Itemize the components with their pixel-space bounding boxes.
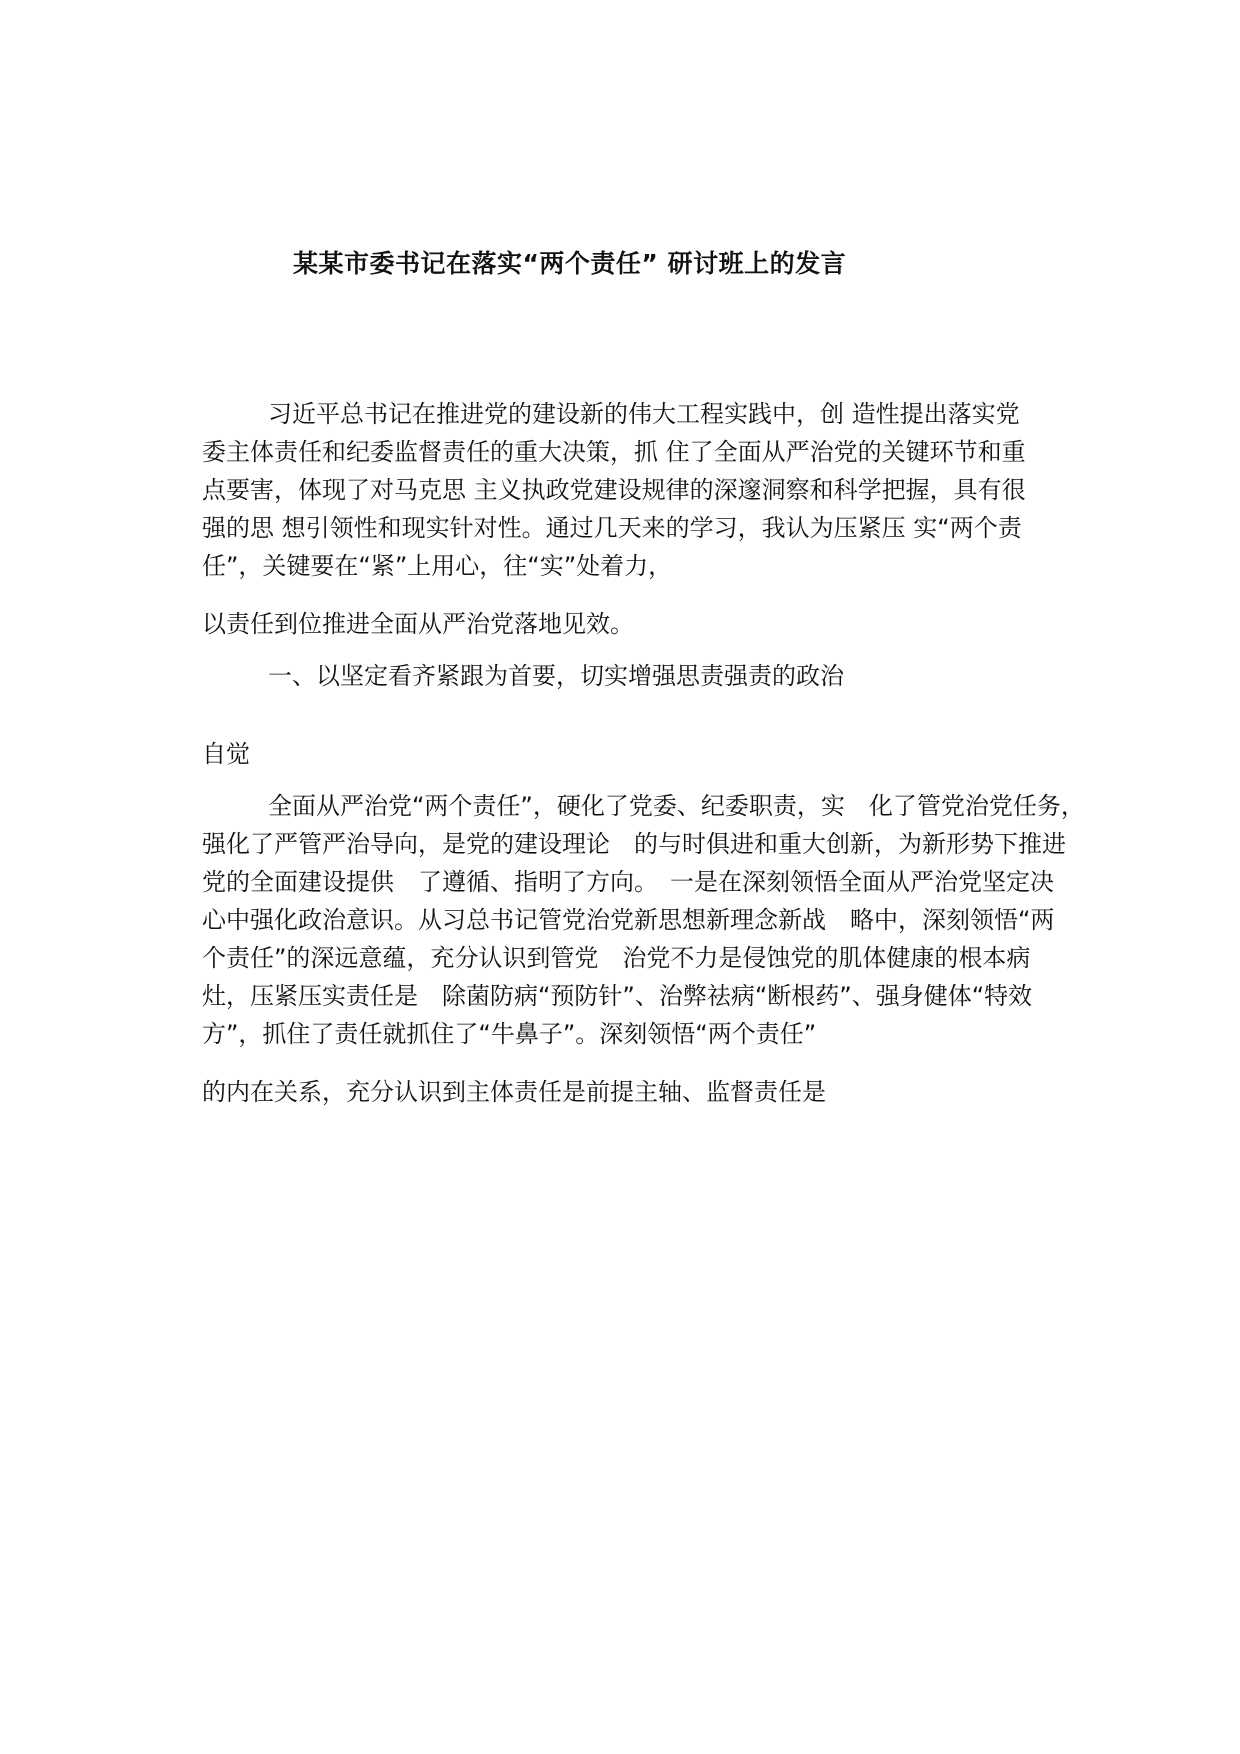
paragraph-3-line-5: 个责任”的深远意蕴，充分认识到管党 治党不力是侵蚀党的肌体健康的根本病	[202, 944, 1031, 972]
paragraph-1-line-1: 习近平总书记在推进党的建设新的伟大工程实践中，创 造性提出落实党	[268, 400, 1020, 428]
section-heading-1-line-2: 自觉	[202, 740, 250, 768]
paragraph-3-line-7: 方”，抓住了责任就抓住了“牛鼻子”。深刻领悟“两个责任”	[202, 1020, 817, 1048]
paragraph-1-line-2: 委主体责任和纪委监督责任的重大决策，抓 住了全面从严治党的关键环节和重	[202, 438, 1026, 466]
paragraph-3-line-1: 全面从严治党“两个责任”，硬化了党委、纪委职责，实 化了管党治党任务，	[268, 792, 1085, 820]
paragraph-1-line-3: 点要害，体现了对马克思 主义执政党建设规律的深邃洞察和科学把握，具有很	[202, 476, 1026, 504]
paragraph-4-line-1: 的内在关系，充分认识到主体责任是前提主轴、监督责任是	[202, 1078, 826, 1106]
paragraph-1-line-5: 任”，关键要在“紧”上用心，往“实”处着力，	[202, 552, 673, 580]
document-title: 某某市委书记在落实“两个责任” 研讨班上的发言	[293, 249, 847, 278]
paragraph-3-line-3: 党的全面建设提供 了遵循、指明了方向。 一是在深刻领悟全面从严治党坚定决	[202, 868, 1054, 896]
paragraph-3-line-2: 强化了严管严治导向，是党的建设理论 的与时俱进和重大创新，为新形势下推进	[202, 830, 1066, 858]
section-heading-1-line-1: 一、以坚定看齐紧跟为首要，切实增强思责强责的政治	[268, 662, 844, 690]
paragraph-1-line-4: 强的思 想引领性和现实针对性。通过几天来的学习，我认为压紧压 实“两个责	[202, 514, 1022, 542]
paragraph-3-line-6: 灶，压紧压实责任是 除菌防病“预防针”、治弊祛病“断根药”、强身健体“特效	[202, 982, 1033, 1010]
paragraph-3-line-4: 心中强化政治意识。从习总书记管党治党新思想新理念新战 略中，深刻领悟“两	[202, 906, 1055, 934]
paragraph-2-line-1: 以责任到位推进全面从严治党落地见效。	[202, 610, 634, 638]
